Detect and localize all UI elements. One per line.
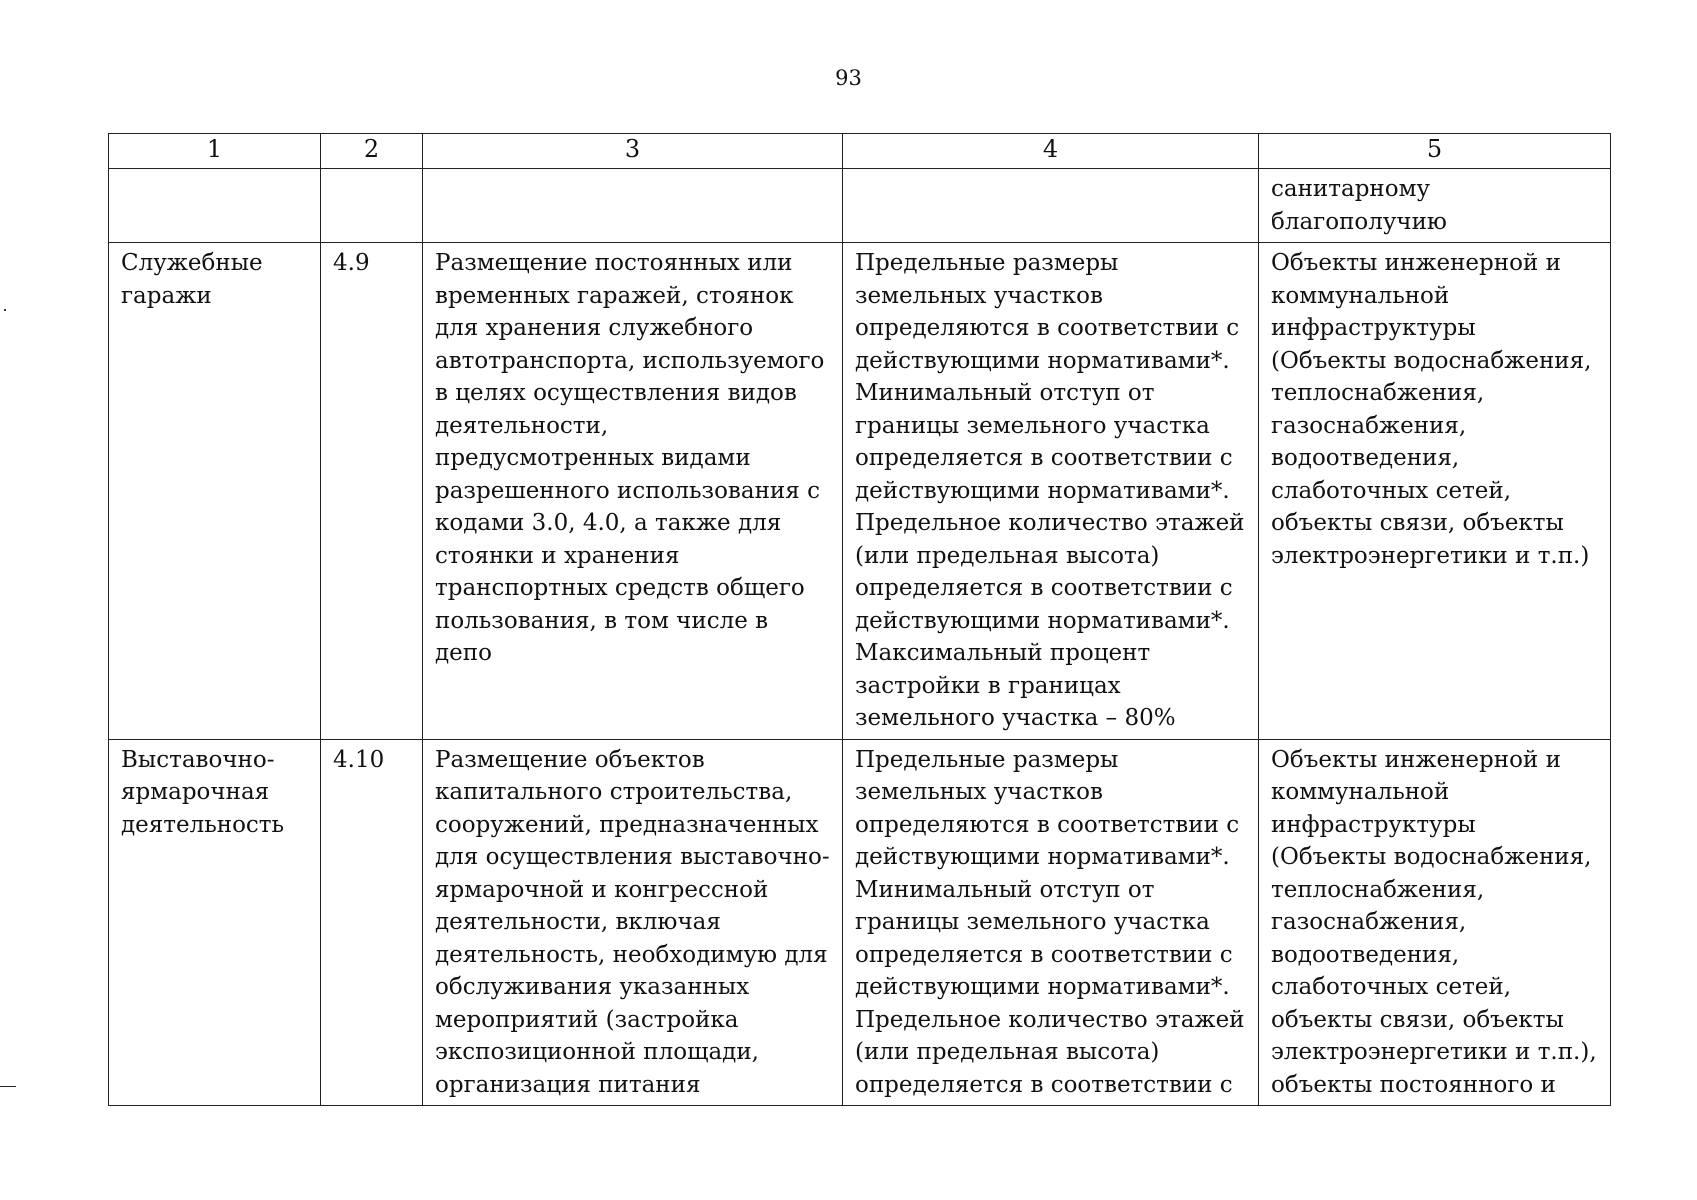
column-header: 5 [1259,134,1611,169]
table-header-row [109,134,1611,169]
table-row [109,243,1611,740]
cell-name [109,169,321,243]
cell-code: 4.10 [321,739,423,1106]
scan-speck [4,309,6,311]
cell-code: 4.9 [321,243,423,740]
cell-description: Размещение объектов капитального строительства, сооружений, предназначенных для осуществления выставочно-ярмарочной и конгрессной деятельности, включая деятельность, необходимую для обслуживания указанных мероприятий (застройка экспозиционной площади, организация питания [423,739,843,1106]
page-number: 93 [835,66,862,90]
cell-parameters [843,169,1259,243]
cell-parameters: Предельные размеры земельных участков определяются в соответствии с действующими нормативами*. Минимальный отступ от границы земельного участка определяется в соответствии с действующими нормативами*. Предельное количество этажей (или предельная высота) определяется в соответствии с действующими нормативами*. Максимальный процент застройки в границах земельного участка – 80% [843,243,1259,740]
cell-auxiliary: Объекты инженерной и коммунальной инфраструктуры (Объекты водоснабжения, теплоснабжения, газоснабжения, водоотведения, слаботочных сетей, объекты связи, объекты электроэнергетики и т.п.) [1259,243,1611,740]
table-row [109,169,1611,243]
table-row [109,739,1611,1106]
cell-name: Выставочно-ярмарочная деятельность [109,739,321,1106]
margin-mark [0,1086,16,1087]
land-use-table [108,133,1611,1106]
column-header: 3 [423,134,843,169]
column-header: 1 [109,134,321,169]
cell-name: Служебные гаражи [109,243,321,740]
cell-auxiliary: санитарному благополучию [1259,169,1611,243]
cell-parameters: Предельные размеры земельных участков определяются в соответствии с действующими нормативами*. Минимальный отступ от границы земельного участка определяется в соответствии с действующими нормативами*. Предельное количество этажей (или предельная высота) определяется в соответствии с [843,739,1259,1106]
cell-code [321,169,423,243]
cell-description: Размещение постоянных или временных гаражей, стоянок для хранения служебного автотранспорта, используемого в целях осуществления видов деятельности, предусмотренных видами разрешенного использования с кодами 3.0, 4.0, а также для стоянки и хранения транспортных средств общего пользования, в том числе в депо [423,243,843,740]
cell-auxiliary: Объекты инженерной и коммунальной инфраструктуры (Объекты водоснабжения, теплоснабжения, газоснабжения, водоотведения, слаботочных сетей, объекты связи, объекты электроэнергетики и т.п.), объекты постоянного и [1259,739,1611,1106]
column-header: 4 [843,134,1259,169]
column-header: 2 [321,134,423,169]
cell-description [423,169,843,243]
